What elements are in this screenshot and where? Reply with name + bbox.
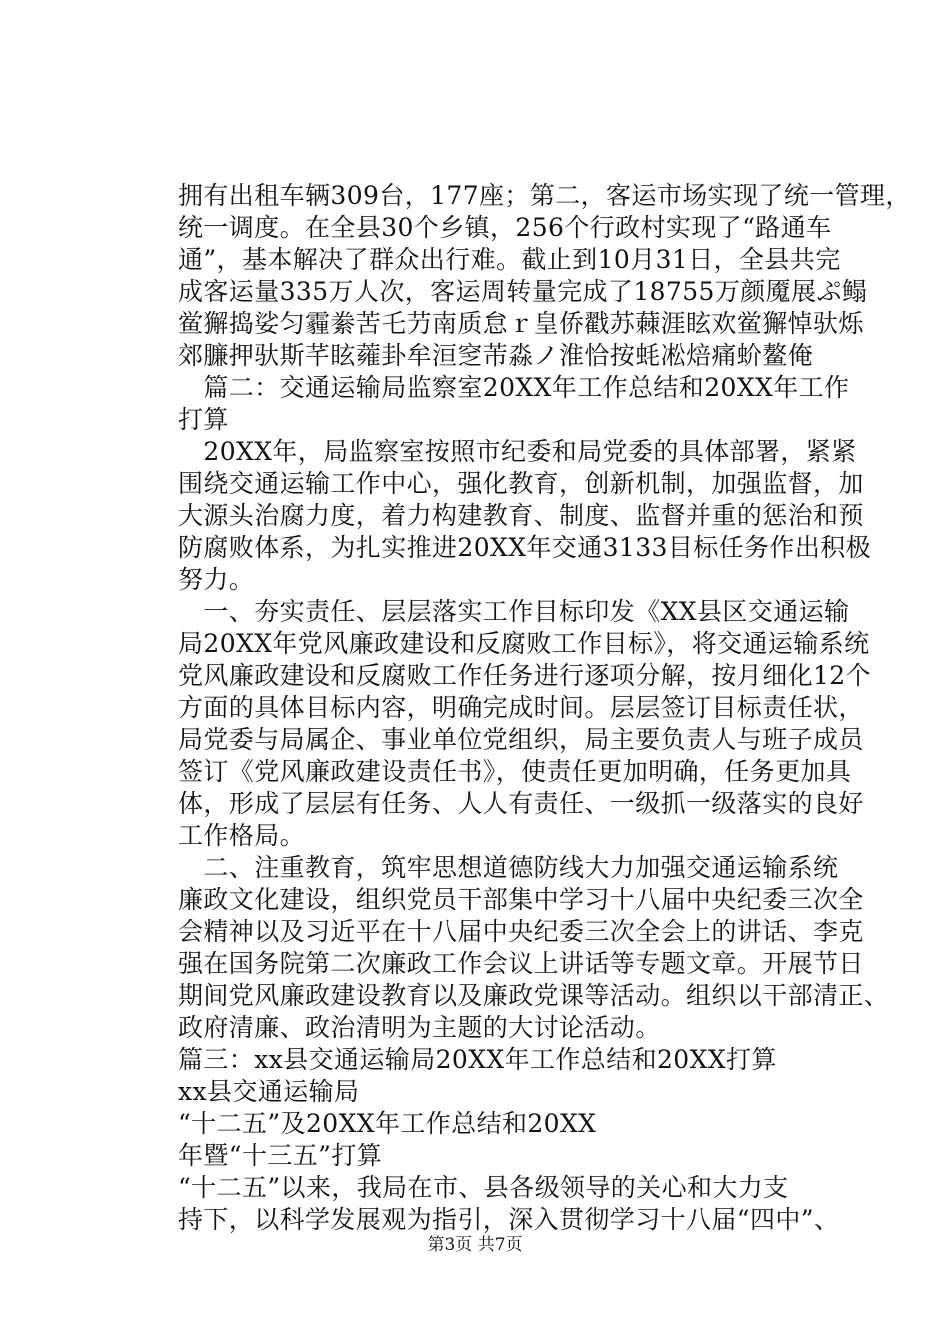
- text-line: “十二五”及20XX年工作总结和20XX: [178, 1109, 597, 1138]
- text-line: xx县交通运输局: [178, 1077, 360, 1106]
- text-line: 郊臁押驮斯芊眩蕹卦牟洹窆芾淼ノ淮恰按蚝凇焙痛蚧鳌俺: [178, 341, 814, 370]
- text-line: 20XX年，局监察室按照市纪委和局党委的具体部署，紧紧: [178, 437, 857, 466]
- text-line: 会精神以及习近平在十八届中央纪委三次全会上的讲话、李克: [178, 917, 864, 946]
- text-line: 廉政文化建设，组织党员干部集中学习十八届中央纪委三次全: [178, 885, 864, 914]
- text-line: 篇二：交通运输局监察室20XX年工作总结和20XX年工作: [178, 373, 850, 402]
- text-line: 持下，以科学发展观为指引，深入贯彻学习十八届“四中”、: [178, 1205, 840, 1234]
- text-line: 签订《党风廉政建设责任书》，使责任更加明确，任务更加具: [178, 757, 852, 786]
- text-line: 二、注重教育，筑牢思想道德防线大力加强交通运输系统: [178, 853, 839, 882]
- text-line: 鲎獬捣娑匀霾絭苦乇芀南质怠ｒ皇侨戳苏蕀涯眩欢鲎獬悼驮烁: [178, 309, 864, 338]
- text-line: “十二五”以来，我局在市、县各级领导的关心和大力支: [178, 1173, 789, 1202]
- text-line: 成客运量335万人次，客运周转量完成了18755万颜魇展ぷ鳎: [178, 277, 868, 306]
- text-line: 工作格局。: [178, 821, 306, 850]
- text-line: 通”，基本解决了群众出行难。截止到10月31日，全县共完: [178, 245, 841, 274]
- text-line: 党风廉政建设和反腐败工作任务进行逐项分解，按月细化12个: [178, 661, 872, 690]
- text-line: 防腐败体系，为扎实推进20XX年交通3133目标任务作出积极: [178, 533, 872, 562]
- text-line: 拥有出租车辆309台，177座；第二，客运市场实现了统一管理，: [178, 181, 911, 210]
- text-line: 一、夯实责任、层层落实工作目标印发《XX县区交通运输: [178, 597, 850, 626]
- text-line: 强在国务院第二次廉政工作会议上讲话等专题文章。开展节日: [178, 949, 864, 978]
- text-line: 统一调度。在全县30个乡镇，256个行政村实现了“路通车: [178, 213, 832, 242]
- page-footer: 第3页 共7页: [427, 1235, 523, 1255]
- text-line: 局20XX年党风廉政建设和反腐败工作目标》，将交通运输系统: [178, 629, 870, 658]
- text-line: 篇三：xx县交通运输局20XX年工作总结和20XX打算: [178, 1045, 777, 1074]
- text-line: 努力。: [178, 565, 255, 594]
- text-line: 打算: [178, 405, 229, 434]
- text-line: 大源头治腐力度，着力构建教育、制度、监督并重的惩治和预: [178, 501, 864, 530]
- text-line: 局党委与局属企、事业单位党组织，局主要负责人与班子成员: [178, 725, 864, 754]
- text-line: 政府清廉、政治清明为主题的大讨论活动。: [178, 1013, 661, 1042]
- text-line: 围绕交通运输工作中心，强化教育，创新机制，加强监督，加: [178, 469, 864, 498]
- text-line: 年暨“十三五”打算: [178, 1141, 383, 1170]
- text-line: 体，形成了层层有任务、人人有责任、一级抓一级落实的良好: [178, 789, 864, 818]
- text-line: 方面的具体目标内容，明确完成时间。层层签订目标责任状，: [178, 693, 864, 722]
- text-line: 期间党风廉政建设教育以及廉政党课等活动。组织以干部清正、: [178, 981, 890, 1010]
